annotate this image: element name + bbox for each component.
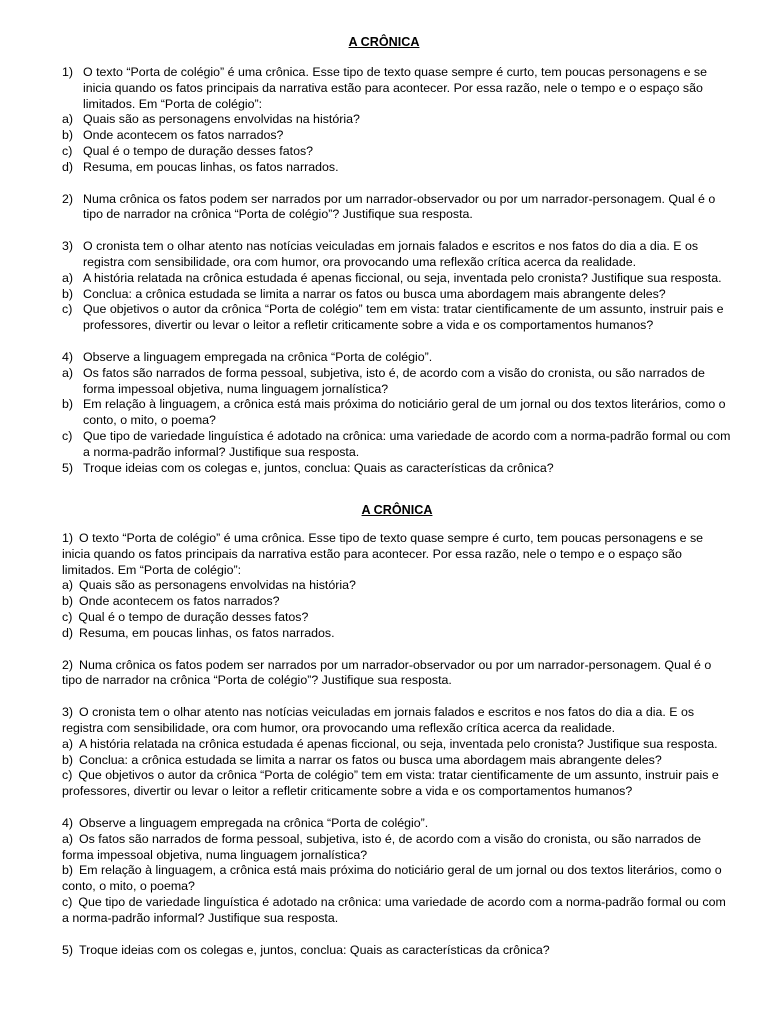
item-text: Que tipo de variedade linguística é adotado na crônica: uma variedade de acordo com a norma-padrão formal ou com a norma-padrão informal? Justifique sua resposta.: [83, 428, 731, 459]
item-letter: d): [62, 625, 74, 640]
question-number: 5): [62, 942, 74, 957]
question-5: [0, 461, 768, 477]
question-4: [0, 350, 768, 366]
worksheet-1: [0, 34, 768, 476]
item-text: Resuma, em poucas linhas, os fatos narrados.: [83, 159, 339, 174]
question-number: 2): [62, 191, 74, 206]
item-1a: [0, 112, 768, 128]
item-text: Onde acontecem os fatos narrados?: [83, 128, 284, 143]
item-text: Que objetivos o autor da crônica “Porta de colégio” tem em vista: tratar cientificamente de um assunto, instruir pais e professores, divertir ou levar o leitor a refletir criticamente sobre a vida e os comportamentos humanos?: [83, 302, 724, 333]
item-4a: [0, 366, 768, 398]
item-text: Conclua: a crônica estudada se limita a narrar os fatos ou busca uma abordagem mais abrangente deles?: [83, 286, 666, 301]
item-letter: c): [62, 768, 73, 783]
item-text: Os fatos são narrados de forma pessoal, subjetiva, isto é, de acordo com a visão do cronista, ou são narrados de forma impessoal objetiva, numa linguagem jornalística?: [83, 365, 705, 396]
item-text: Qual é o tempo de duração desses fatos?: [78, 609, 309, 624]
item-text: Em relação à linguagem, a crônica está mais próxima do noticiário geral de um jornal ou dos textos literários, como o conto, o mito, o poema?: [83, 397, 726, 428]
worksheet-title: A CRÔNICA: [348, 35, 420, 49]
question-1: [0, 65, 768, 112]
question-text: O texto “Porta de colégio” é uma crônica. Esse tipo de texto quase sempre é curto, tem poucas personagens e se inicia quando os fatos principais da narrativa estão para acontecer. Por essa razão, nele o tempo e o espaço são limitados. Em “Porta de colégio”:: [62, 531, 704, 577]
question-number: 1): [62, 531, 74, 545]
worksheet-2: [0, 502, 768, 958]
question-number: 3): [62, 239, 74, 254]
item-3b: [0, 287, 768, 303]
worksheet-title: A CRÔNICA: [361, 503, 433, 517]
question-text: O cronista tem o olhar atento nas notícias veiculadas em jornais falados e escritos e nos fatos do dia a dia. E os registra com sensibilidade, ora com humor, ora provocando uma reflexão crítica acerca da realidade.: [62, 705, 695, 735]
item-letter: b): [62, 286, 74, 301]
question-text: Observe a linguagem empregada na crônica “Porta de colégio”.: [83, 349, 433, 364]
question-2: [0, 192, 768, 224]
question-number: 2): [62, 657, 74, 672]
question-3: [0, 705, 768, 737]
question-text: Numa crônica os fatos podem ser narrados por um narrador-observador ou por um narrador-personagem. Qual é o tipo de narrador na crônica “Porta de colégio”? Justifique sua resposta.: [83, 191, 716, 222]
question-number: 4): [62, 349, 74, 364]
item-letter: b): [62, 863, 74, 878]
item-3b: [0, 753, 768, 769]
question-2: [0, 658, 768, 690]
item-text: Resuma, em poucas linhas, os fatos narrados.: [79, 625, 335, 640]
item-text: A história relatada na crônica estudada é apenas ficcional, ou seja, inventada pelo cronista? Justifique sua resposta.: [79, 736, 718, 751]
item-letter: d): [62, 159, 74, 174]
question-text: Troque ideias com os colegas e, juntos, conclua: Quais as características da crônica?: [83, 460, 554, 475]
item-text: Quais são as personagens envolvidas na história?: [83, 112, 360, 127]
item-letter: a): [62, 578, 74, 593]
item-4b: [0, 397, 768, 429]
item-1a: [0, 578, 768, 594]
item-letter: c): [62, 302, 73, 317]
item-text: Qual é o tempo de duração desses fatos?: [83, 143, 314, 158]
question-text: Troque ideias com os colegas e, juntos, conclua: Quais as características da crônica?: [79, 942, 550, 957]
item-4b: [0, 863, 768, 895]
item-letter: b): [62, 594, 74, 609]
item-3c: [0, 768, 768, 800]
question-number: 5): [62, 460, 74, 475]
item-4c: [0, 895, 768, 927]
item-letter: b): [62, 397, 74, 412]
item-text: Que tipo de variedade linguística é adotado na crônica: uma variedade de acordo com a norma-padrão formal ou com a norma-padrão informal? Justifique sua resposta.: [62, 894, 726, 925]
item-letter: a): [62, 831, 74, 846]
item-letter: c): [62, 143, 73, 158]
item-1d: [0, 160, 768, 176]
question-text: Numa crônica os fatos podem ser narrados por um narrador-observador ou por um narrador-personagem. Qual é o tipo de narrador na crônica “Porta de colégio”? Justifique sua resposta.: [62, 657, 712, 688]
item-text: Conclua: a crônica estudada se limita a narrar os fatos ou busca uma abordagem mais abrangente deles?: [79, 752, 662, 767]
item-1b: [0, 594, 768, 610]
question-4: [0, 816, 768, 832]
item-letter: a): [62, 365, 74, 380]
item-letter: b): [62, 752, 74, 767]
item-text: Que objetivos o autor da crônica “Porta de colégio” tem em vista: tratar cientificamente de um assunto, instruir pais e professores, divertir ou levar o leitor a refletir criticamente sobre a vida e os comportamentos humanos?: [62, 768, 719, 799]
item-letter: a): [62, 112, 74, 127]
question-text: O cronista tem o olhar atento nas notícias veiculadas em jornais falados e escritos e nos fatos do dia a dia. E os registra com sensibilidade, ora com humor, ora provocando uma reflexão crítica acerca da realidade.: [83, 239, 699, 269]
item-letter: c): [62, 609, 73, 624]
item-letter: c): [62, 428, 73, 443]
item-text: Em relação à linguagem, a crônica está mais próxima do noticiário geral de um jornal ou dos textos literários, como o conto, o mito, o poema?: [62, 863, 722, 894]
item-text: Os fatos são narrados de forma pessoal, subjetiva, isto é, de acordo com a visão do cronista, ou são narrados de forma impessoal objetiva, numa linguagem jornalística?: [62, 831, 701, 862]
item-1d: [0, 626, 768, 642]
question-number: 1): [62, 65, 74, 79]
question-number: 4): [62, 815, 74, 830]
question-3: [0, 239, 768, 271]
item-3a: [0, 737, 768, 753]
item-text: A história relatada na crônica estudada é apenas ficcional, ou seja, inventada pelo cronista? Justifique sua resposta.: [83, 270, 722, 285]
item-4a: [0, 832, 768, 864]
question-number: 3): [62, 705, 74, 720]
item-1c: [0, 144, 768, 160]
item-text: Quais são as personagens envolvidas na história?: [79, 578, 356, 593]
item-1c: [0, 610, 768, 626]
item-1b: [0, 128, 768, 144]
item-letter: c): [62, 894, 73, 909]
item-letter: b): [62, 128, 74, 143]
question-5: [0, 943, 768, 959]
item-3c: [0, 302, 768, 334]
item-4c: [0, 429, 768, 461]
item-letter: a): [62, 736, 74, 751]
question-1: [0, 531, 768, 578]
question-text: Observe a linguagem empregada na crônica “Porta de colégio”.: [79, 815, 429, 830]
question-text: O texto “Porta de colégio” é uma crônica. Esse tipo de texto quase sempre é curto, tem poucas personagens e se inicia quando os fatos principais da narrativa estão para acontecer. Por essa razão, nele o tempo e o espaço são limitados. Em “Porta de colégio”:: [83, 65, 708, 111]
item-text: Onde acontecem os fatos narrados?: [79, 594, 280, 609]
item-letter: a): [62, 270, 74, 285]
item-3a: [0, 271, 768, 287]
